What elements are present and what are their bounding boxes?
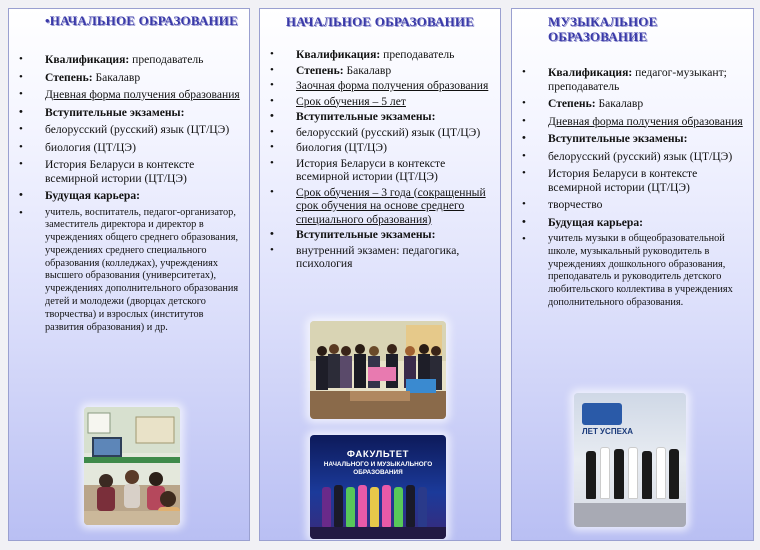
person <box>600 447 610 499</box>
person <box>586 451 596 499</box>
exam-item: • История Беларуси в контексте всемирной истории (ЦТ/ЦЭ) <box>9 158 245 185</box>
teachers-image <box>310 321 446 419</box>
music-group-photo <box>574 393 686 527</box>
exam-item: • внутренний экзамен: педагогика, психология <box>260 244 496 271</box>
person <box>628 447 638 499</box>
exams-heading: • Вступительные экзамены: <box>512 132 749 146</box>
performer <box>382 485 391 527</box>
classroom-image <box>84 407 180 525</box>
classroom-photo <box>84 407 180 525</box>
column-title: МУЗЫКАЛЬНОЕ ОБРАЗОВАНИЕ <box>548 14 658 44</box>
column-music <box>511 8 754 541</box>
column-primary-fulltime <box>8 8 250 541</box>
exam-item: • белорусский (русский) язык (ЦТ/ЦЭ) <box>260 126 496 140</box>
degree-item: • Степень: Бакалавр <box>9 71 245 85</box>
performer <box>346 487 355 527</box>
exams-heading: • Вступительные экзамены: <box>260 228 496 242</box>
faculty-stage-photo <box>310 435 446 539</box>
stage-floor <box>310 527 446 539</box>
degree-item: • Степень: Бакалавр <box>260 64 496 78</box>
career-heading: • Будущая карьера: <box>9 189 245 203</box>
banner-board <box>582 403 622 425</box>
performer <box>418 487 427 527</box>
teachers-photo <box>310 321 446 419</box>
stage-banner-line2: НАЧАЛЬНОГО И МУЗЫКАЛЬНОГО <box>323 461 433 468</box>
person <box>656 447 666 499</box>
performer <box>322 487 331 527</box>
degree-item: • Степень: Бакалавр <box>512 97 749 111</box>
person <box>642 451 652 499</box>
performer <box>334 485 343 527</box>
career-description: • учитель музыки в общеобразовательной школе, музыкальный руководитель в учреждениях дошкольного образования, преподаватель и руководитель детского любительского коллектива в учреждениях дополнительного образования. <box>512 233 749 310</box>
person <box>614 449 624 499</box>
exam-item: • творчество <box>512 198 749 212</box>
study-form-item: • Дневная форма получения образования <box>512 115 749 129</box>
exams-heading: • Вступительные экзамены: <box>9 106 245 120</box>
career-description: • учитель, воспитатель, педагог-организатор, заместитель директора и директор в учреждениях общего среднего образования, учреждениях среднего специального образования (колледжах), учреждениях высшего образования (университетах), учреждениях дополнительного образования детей и молодежи (дворцах детского творчества) и взрослых (институтов развития образования) и др. <box>9 207 245 335</box>
qualification-item: • Квалификация: педагог-музыкант; преподаватель <box>512 66 749 93</box>
performer <box>394 487 403 527</box>
column-title: НАЧАЛЬНОЕ ОБРАЗОВАНИЕ <box>285 14 475 29</box>
study-duration-item: • Срок обучения – 5 лет <box>260 95 496 109</box>
column-primary-parttime <box>259 8 501 541</box>
short-duration-item: • Срок обучения – 3 года (сокращенный срок обучения на основе среднего специального образования) <box>260 186 496 227</box>
info-list <box>512 66 749 314</box>
person <box>669 449 679 499</box>
banner-text: ЛЕТ УСПЕХА <box>582 427 634 436</box>
exam-item: • История Беларуси в контексте всемирной истории (ЦТ/ЦЭ) <box>260 157 496 184</box>
stage-banner-line3: ОБРАЗОВАНИЯ <box>353 469 403 476</box>
stage-banner-line1: ФАКУЛЬТЕТ <box>346 449 410 460</box>
column-title: •НАЧАЛЬНОЕ ОБРАЗОВАНИЕ <box>45 13 238 28</box>
performer <box>406 485 415 527</box>
exam-item: • биология (ЦТ/ЦЭ) <box>260 141 496 155</box>
exam-item: • биология (ЦТ/ЦЭ) <box>9 141 245 155</box>
career-heading: • Будущая карьера: <box>512 216 749 230</box>
exams-heading: • Вступительные экзамены: <box>260 110 496 124</box>
floor <box>574 503 686 527</box>
qualification-item: • Квалификация: преподаватель <box>9 53 245 67</box>
exam-item: • белорусский (русский) язык (ЦТ/ЦЭ) <box>9 123 245 137</box>
performer <box>370 487 379 527</box>
study-form-item: • Дневная форма получения образования <box>9 88 245 102</box>
qualification-item: • Квалификация: преподаватель <box>260 48 496 62</box>
exam-item: • белорусский (русский) язык (ЦТ/ЦЭ) <box>512 150 749 164</box>
exam-item: • История Беларуси в контексте всемирной истории (ЦТ/ЦЭ) <box>512 167 749 194</box>
performer <box>358 485 367 527</box>
info-list <box>260 48 496 273</box>
study-form-item: • Заочная форма получения образования <box>260 79 496 93</box>
info-list <box>9 53 245 338</box>
